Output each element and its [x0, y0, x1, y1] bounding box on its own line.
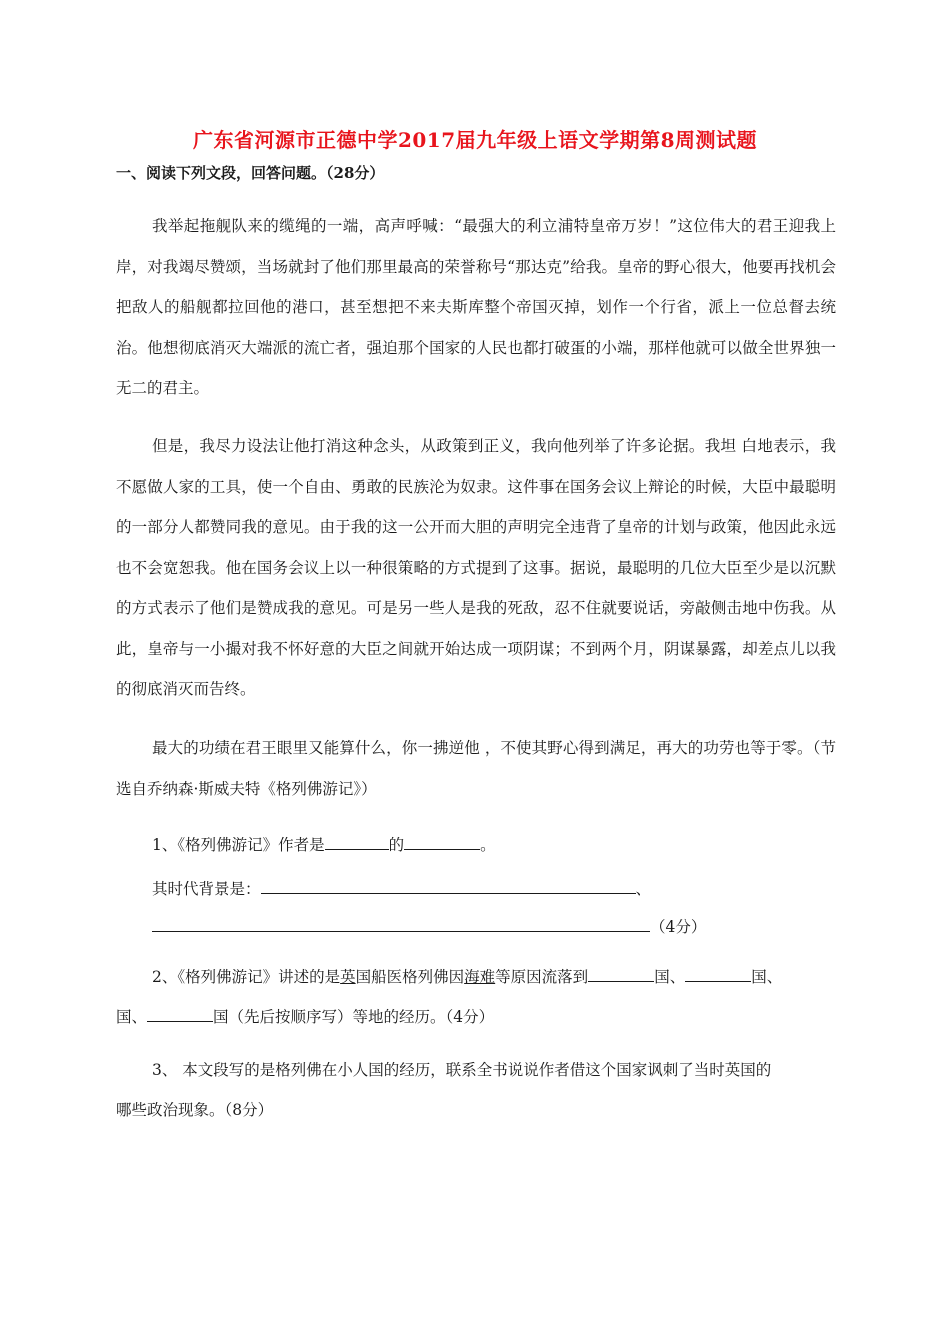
background-label: 其时代背景是：: [152, 880, 261, 898]
question-2-text: 国、: [654, 968, 686, 986]
question-2-text: 国（先后按顺序写）等地的经历。（4分）: [213, 1008, 495, 1026]
answer-blank[interactable]: [685, 964, 751, 982]
question-2-text: 国船医格列佛因: [355, 968, 465, 986]
question-2-line-2: [116, 1004, 494, 1029]
answer-blank[interactable]: [261, 876, 636, 894]
question-1-background-line-2: [152, 914, 706, 939]
document-title: 广东省河源市正德中学2017届九年级上语文学期第8周测试题: [192, 128, 758, 152]
section-heading: 一、阅读下列文段，回答问题。（28分）: [116, 164, 385, 182]
background-end: 、: [635, 880, 652, 898]
answer-blank[interactable]: [152, 914, 650, 932]
question-2: [152, 964, 782, 989]
answer-blank[interactable]: [147, 1004, 213, 1022]
question-1-score: （4分）: [650, 918, 707, 936]
question-2-text: 国、: [116, 1008, 148, 1026]
question-2-text: 国、: [751, 968, 783, 986]
question-1-background: [152, 876, 651, 901]
passage-paragraph-3: 最大的功绩在君王眼里又能算什么，你一拂逆他 ，不使其野心得到满足，再大的功劳也等于零。（节选自乔纳森·斯威夫特《格列佛游记》）: [116, 739, 836, 798]
question-3: 3、 本文段写的是格列佛在小人国的经历，联系全书说说作者借这个国家讽刺了当时英国的: [152, 1061, 772, 1079]
passage-paragraph-1: 我举起拖舰队来的缆绳的一端，高声呼喊：“最强大的利立浦特皇帝万岁！”这位伟大的君王迎我上岸，对我竭尽赞颂，当场就封了他们那里最高的荣誉称号“那达克”给我。皇帝的野心很大，他要再找机会把敌人的船舰都拉回他的港口，甚至想把不来夫斯库整个帝国灭掉，划作一个行省，派上一位总督去统治。他想彻底消灭大端派的流亡者，强迫那个国家的人民也都打破蛋的小端，那样他就可以做全世界独一无二的君主。: [116, 217, 836, 397]
question-1-suffix: 。: [480, 836, 496, 854]
underlined-ying: 英: [340, 968, 356, 986]
question-2-prefix: 2、《格列佛游记》讲述的是: [152, 968, 341, 986]
question-3-line-2: 哪些政治现象。（8分）: [116, 1101, 274, 1119]
passage-paragraph-2: 但是，我尽力设法让他打消这种念头，从政策到正义，我向他列举了许多论据。我坦 白地表示，我不愿做人家的工具，使一个自由、勇敢的民族沦为奴隶。这件事在国务会议上辩论的时候，大臣中最聪明的一部分人都赞同我的意见。由于我的这一公开而大胆的声明完全违背了皇帝的计划与政策，他因此永远也不会宽恕我。他在国务会议上以一种很策略的方式提到了这事。据说，最聪明的几位大臣至少是以沉默的方式表示了他们是赞成我的意见。可是另一些人是我的死敌，忍不住就要说话，旁敲侧击地中伤我。从此，皇帝与一小撮对我不怀好意的大臣之间就开始达成一项阴谋；不到两个月，阴谋暴露，却差点儿以我的彻底消灭而告终。: [116, 437, 836, 698]
question-1-prefix: 1、《格列佛游记》作者是: [152, 836, 325, 854]
answer-blank[interactable]: [588, 964, 654, 982]
answer-blank[interactable]: [404, 832, 480, 850]
question-1: [152, 832, 496, 857]
question-1-mid: 的: [388, 836, 405, 854]
question-2-text: 等原因流落到: [495, 968, 589, 986]
answer-blank[interactable]: [325, 832, 389, 850]
underlined-haina: 海难: [464, 968, 496, 986]
